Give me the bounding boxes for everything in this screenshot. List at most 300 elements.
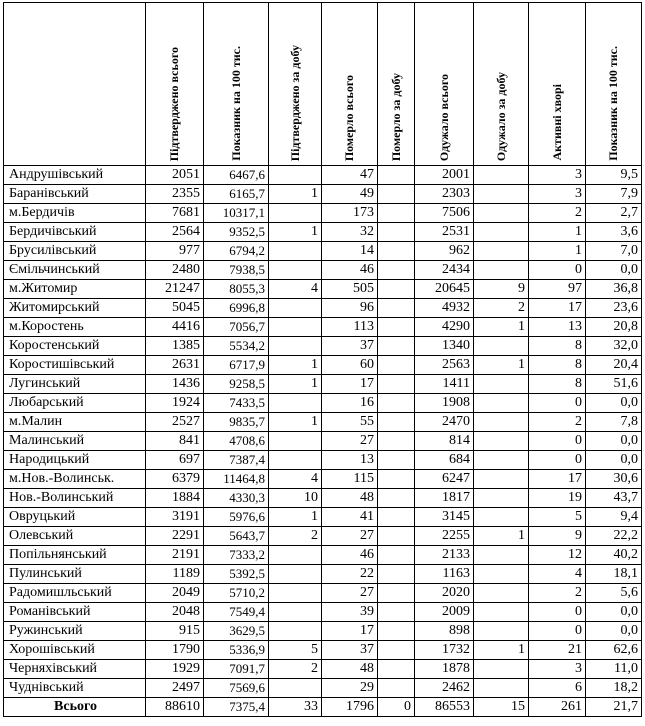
cell-rate-per-100k: 7091,7	[204, 660, 269, 679]
cell-deaths-daily	[378, 375, 415, 394]
cell-deaths-daily	[378, 508, 415, 527]
cell-district: Андрушівський	[4, 166, 146, 185]
cell-active: 8	[529, 375, 586, 394]
cell-recovered-total: 1411	[415, 375, 474, 394]
cell-deaths-daily	[378, 280, 415, 299]
cell-district: Хорошівський	[4, 641, 146, 660]
cell-active: 21	[529, 641, 586, 660]
cell-recovered-daily	[474, 261, 529, 280]
cell-recovered-daily	[474, 166, 529, 185]
cell-confirmed-daily	[269, 622, 322, 641]
cell-active-rate-per-100k: 20,4	[586, 356, 642, 375]
cell-recovered-daily	[474, 622, 529, 641]
cell-district: м.Малин	[4, 413, 146, 432]
cell-deaths-total: 37	[322, 641, 378, 660]
cell-active-rate-per-100k: 62,6	[586, 641, 642, 660]
table-body	[4, 166, 642, 717]
cell-recovered-total: 1340	[415, 337, 474, 356]
cell-rate-per-100k: 6996,8	[204, 299, 269, 318]
cell-active: 2	[529, 204, 586, 223]
cell-district: Радомишльський	[4, 584, 146, 603]
cell-recovered-daily: 15	[474, 698, 529, 717]
cell-deaths-daily	[378, 527, 415, 546]
cell-confirmed-total: 4416	[146, 318, 204, 337]
table-row	[4, 489, 642, 508]
table-row	[4, 451, 642, 470]
cell-confirmed-daily: 1	[269, 185, 322, 204]
cell-recovered-total: 2303	[415, 185, 474, 204]
cell-confirmed-daily: 1	[269, 223, 322, 242]
table-row	[4, 280, 642, 299]
cell-deaths-daily	[378, 223, 415, 242]
cell-rate-per-100k: 6467,6	[204, 166, 269, 185]
cell-active: 12	[529, 546, 586, 565]
cell-recovered-total: 86553	[415, 698, 474, 717]
cell-district: Ємільчинський	[4, 261, 146, 280]
cell-recovered-total: 2001	[415, 166, 474, 185]
cell-deaths-total: 173	[322, 204, 378, 223]
table-row	[4, 584, 642, 603]
cell-recovered-daily	[474, 223, 529, 242]
table-row	[4, 527, 642, 546]
cell-active: 3	[529, 185, 586, 204]
cell-active: 5	[529, 508, 586, 527]
cell-rate-per-100k: 5534,2	[204, 337, 269, 356]
cell-recovered-total: 4932	[415, 299, 474, 318]
cell-active: 0	[529, 261, 586, 280]
cell-active: 0	[529, 622, 586, 641]
cell-active-rate-per-100k: 7,8	[586, 413, 642, 432]
cell-confirmed-total: 1385	[146, 337, 204, 356]
cell-active: 1	[529, 223, 586, 242]
cell-district: Житомирський	[4, 299, 146, 318]
table-row	[4, 204, 642, 223]
cell-confirmed-total: 2631	[146, 356, 204, 375]
cell-confirmed-daily: 4	[269, 280, 322, 299]
cell-deaths-total: 37	[322, 337, 378, 356]
cell-recovered-total: 684	[415, 451, 474, 470]
cell-deaths-daily	[378, 603, 415, 622]
cell-confirmed-total: 6379	[146, 470, 204, 489]
cell-confirmed-daily: 1	[269, 508, 322, 527]
cell-confirmed-total: 2564	[146, 223, 204, 242]
cell-recovered-daily	[474, 508, 529, 527]
cell-deaths-total: 113	[322, 318, 378, 337]
cell-recovered-daily	[474, 660, 529, 679]
cell-active: 2	[529, 413, 586, 432]
table-row	[4, 660, 642, 679]
cell-deaths-total: 41	[322, 508, 378, 527]
cell-recovered-total: 2470	[415, 413, 474, 432]
cell-active-rate-per-100k: 51,6	[586, 375, 642, 394]
header-recovered-total: Одужало всього	[415, 3, 474, 166]
cell-active: 1	[529, 242, 586, 261]
cell-confirmed-total: 2527	[146, 413, 204, 432]
cell-active-rate-per-100k: 18,2	[586, 679, 642, 698]
total-row	[4, 698, 642, 717]
cell-active-rate-per-100k: 0,0	[586, 394, 642, 413]
cell-recovered-total: 1732	[415, 641, 474, 660]
cell-recovered-daily	[474, 565, 529, 584]
cell-deaths-daily	[378, 489, 415, 508]
cell-deaths-total: 48	[322, 489, 378, 508]
cell-recovered-daily	[474, 185, 529, 204]
cell-rate-per-100k: 9835,7	[204, 413, 269, 432]
cell-recovered-daily	[474, 432, 529, 451]
table-row	[4, 394, 642, 413]
cell-rate-per-100k: 11464,8	[204, 470, 269, 489]
cell-recovered-daily	[474, 242, 529, 261]
cell-confirmed-total: 3191	[146, 508, 204, 527]
cell-recovered-total: 2462	[415, 679, 474, 698]
cell-deaths-total: 47	[322, 166, 378, 185]
table-row	[4, 622, 642, 641]
cell-confirmed-daily: 1	[269, 413, 322, 432]
cell-deaths-total: 46	[322, 546, 378, 565]
cell-district: Пулинський	[4, 565, 146, 584]
cell-rate-per-100k: 7056,7	[204, 318, 269, 337]
cell-district: Коростишівський	[4, 356, 146, 375]
cell-deaths-total: 13	[322, 451, 378, 470]
cell-active-rate-per-100k: 36,8	[586, 280, 642, 299]
cell-rate-per-100k: 9352,5	[204, 223, 269, 242]
cell-deaths-total: 60	[322, 356, 378, 375]
cell-active-rate-per-100k: 32,0	[586, 337, 642, 356]
cell-deaths-total: 27	[322, 432, 378, 451]
cell-recovered-total: 2020	[415, 584, 474, 603]
table-row	[4, 432, 642, 451]
cell-deaths-total: 505	[322, 280, 378, 299]
cell-deaths-daily	[378, 451, 415, 470]
cell-recovered-total: 2434	[415, 261, 474, 280]
table-row	[4, 565, 642, 584]
cell-rate-per-100k: 10317,1	[204, 204, 269, 223]
cell-district: м.Житомир	[4, 280, 146, 299]
cell-recovered-total: 2531	[415, 223, 474, 242]
cell-deaths-daily	[378, 394, 415, 413]
cell-confirmed-daily: 1	[269, 375, 322, 394]
cell-confirmed-total: 2051	[146, 166, 204, 185]
cell-deaths-total: 115	[322, 470, 378, 489]
cell-confirmed-daily: 5	[269, 641, 322, 660]
cell-recovered-total: 20645	[415, 280, 474, 299]
cell-recovered-daily	[474, 375, 529, 394]
cell-recovered-total: 2563	[415, 356, 474, 375]
cell-deaths-daily	[378, 261, 415, 280]
cell-active-rate-per-100k: 0,0	[586, 622, 642, 641]
cell-deaths-daily	[378, 622, 415, 641]
cell-deaths-total: 27	[322, 584, 378, 603]
cell-deaths-daily	[378, 356, 415, 375]
cell-rate-per-100k: 7333,2	[204, 546, 269, 565]
cell-deaths-total: 1796	[322, 698, 378, 717]
table-row	[4, 166, 642, 185]
cell-rate-per-100k: 5336,9	[204, 641, 269, 660]
cell-district: Бердичівський	[4, 223, 146, 242]
cell-deaths-total: 32	[322, 223, 378, 242]
table-row	[4, 242, 642, 261]
cell-active: 3	[529, 660, 586, 679]
cell-rate-per-100k: 5643,7	[204, 527, 269, 546]
cell-active: 4	[529, 565, 586, 584]
cell-confirmed-total: 2480	[146, 261, 204, 280]
cell-active-rate-per-100k: 7,9	[586, 185, 642, 204]
cell-active-rate-per-100k: 23,6	[586, 299, 642, 318]
cell-deaths-daily	[378, 413, 415, 432]
cell-recovered-daily	[474, 546, 529, 565]
cell-rate-per-100k: 7375,4	[204, 698, 269, 717]
cell-deaths-total: 48	[322, 660, 378, 679]
cell-deaths-total: 17	[322, 375, 378, 394]
cell-deaths-daily	[378, 565, 415, 584]
cell-confirmed-total: 21247	[146, 280, 204, 299]
table-row	[4, 261, 642, 280]
cell-recovered-daily: 1	[474, 318, 529, 337]
cell-deaths-total: 22	[322, 565, 378, 584]
cell-active: 8	[529, 337, 586, 356]
cell-deaths-total: 17	[322, 622, 378, 641]
table-row	[4, 318, 642, 337]
cell-confirmed-daily	[269, 679, 322, 698]
header-confirmed-daily: Підтверджено за добу	[269, 3, 322, 166]
cell-active: 13	[529, 318, 586, 337]
cell-recovered-total: 898	[415, 622, 474, 641]
cell-active-rate-per-100k: 43,7	[586, 489, 642, 508]
cell-confirmed-daily	[269, 565, 322, 584]
cell-recovered-daily	[474, 413, 529, 432]
cell-recovered-daily: 1	[474, 527, 529, 546]
cell-confirmed-daily	[269, 242, 322, 261]
cell-confirmed-total: 1790	[146, 641, 204, 660]
cell-confirmed-total: 1884	[146, 489, 204, 508]
cell-deaths-daily	[378, 470, 415, 489]
cell-confirmed-daily	[269, 603, 322, 622]
cell-active-rate-per-100k: 9,4	[586, 508, 642, 527]
cell-confirmed-total: 841	[146, 432, 204, 451]
cell-confirmed-daily	[269, 204, 322, 223]
header-recovered-daily: Одужало за добу	[474, 3, 529, 166]
cell-deaths-daily	[378, 242, 415, 261]
cell-rate-per-100k: 4330,3	[204, 489, 269, 508]
cell-active: 6	[529, 679, 586, 698]
cell-confirmed-daily	[269, 451, 322, 470]
cell-recovered-daily	[474, 603, 529, 622]
cell-active-rate-per-100k: 20,8	[586, 318, 642, 337]
cell-recovered-total: 7506	[415, 204, 474, 223]
table-row	[4, 337, 642, 356]
table-row	[4, 375, 642, 394]
cell-recovered-total: 1878	[415, 660, 474, 679]
table-row	[4, 603, 642, 622]
cell-confirmed-total: 2497	[146, 679, 204, 698]
cell-rate-per-100k: 5710,2	[204, 584, 269, 603]
cell-active: 19	[529, 489, 586, 508]
cell-rate-per-100k: 7433,5	[204, 394, 269, 413]
header-active-rate-per-100k: Показник на 100 тис.	[586, 3, 642, 166]
cell-active: 2	[529, 584, 586, 603]
cell-confirmed-daily: 33	[269, 698, 322, 717]
table-row	[4, 356, 642, 375]
cell-deaths-daily	[378, 337, 415, 356]
cell-recovered-daily	[474, 470, 529, 489]
cell-rate-per-100k: 7549,4	[204, 603, 269, 622]
cell-district: м.Коростень	[4, 318, 146, 337]
cell-recovered-daily	[474, 679, 529, 698]
cell-deaths-daily	[378, 204, 415, 223]
cell-confirmed-total: 2048	[146, 603, 204, 622]
cell-rate-per-100k: 6717,9	[204, 356, 269, 375]
cell-confirmed-daily	[269, 394, 322, 413]
cell-confirmed-total: 2291	[146, 527, 204, 546]
cell-rate-per-100k: 7938,5	[204, 261, 269, 280]
cell-confirmed-daily	[269, 261, 322, 280]
table-row	[4, 508, 642, 527]
cell-active: 261	[529, 698, 586, 717]
cell-district: Всього	[4, 698, 146, 717]
cell-district: Чуднівський	[4, 679, 146, 698]
header-district	[4, 3, 146, 166]
cell-district: м.Нов.-Волинськ.	[4, 470, 146, 489]
covid-stats-table	[3, 2, 642, 717]
cell-deaths-total: 46	[322, 261, 378, 280]
table-row	[4, 413, 642, 432]
cell-rate-per-100k: 7387,4	[204, 451, 269, 470]
cell-deaths-daily	[378, 318, 415, 337]
cell-confirmed-daily	[269, 432, 322, 451]
cell-district: Романівський	[4, 603, 146, 622]
header-active: Активні хворі	[529, 3, 586, 166]
cell-confirmed-daily	[269, 584, 322, 603]
table-row	[4, 470, 642, 489]
cell-district: Лугинський	[4, 375, 146, 394]
cell-district: Попільнянський	[4, 546, 146, 565]
table-row	[4, 185, 642, 204]
cell-active-rate-per-100k: 11,0	[586, 660, 642, 679]
cell-rate-per-100k: 6794,2	[204, 242, 269, 261]
cell-recovered-total: 814	[415, 432, 474, 451]
cell-deaths-total: 29	[322, 679, 378, 698]
cell-active: 0	[529, 603, 586, 622]
cell-confirmed-daily: 10	[269, 489, 322, 508]
cell-confirmed-total: 1924	[146, 394, 204, 413]
cell-district: Коростенський	[4, 337, 146, 356]
cell-recovered-daily	[474, 394, 529, 413]
table-row	[4, 546, 642, 565]
cell-deaths-total: 96	[322, 299, 378, 318]
header-deaths-daily: Померло за добу	[378, 3, 415, 166]
cell-confirmed-total: 977	[146, 242, 204, 261]
cell-active: 17	[529, 470, 586, 489]
cell-active-rate-per-100k: 5,6	[586, 584, 642, 603]
cell-deaths-daily	[378, 432, 415, 451]
cell-confirmed-daily: 2	[269, 660, 322, 679]
cell-recovered-daily	[474, 204, 529, 223]
cell-recovered-total: 1908	[415, 394, 474, 413]
cell-recovered-total: 1163	[415, 565, 474, 584]
cell-rate-per-100k: 3629,5	[204, 622, 269, 641]
cell-rate-per-100k: 5976,6	[204, 508, 269, 527]
cell-recovered-daily	[474, 337, 529, 356]
table-row	[4, 299, 642, 318]
cell-confirmed-daily	[269, 166, 322, 185]
cell-deaths-total: 27	[322, 527, 378, 546]
cell-deaths-daily	[378, 679, 415, 698]
cell-confirmed-total: 1189	[146, 565, 204, 584]
cell-deaths-daily	[378, 546, 415, 565]
cell-active: 0	[529, 394, 586, 413]
cell-deaths-total: 16	[322, 394, 378, 413]
cell-confirmed-daily: 4	[269, 470, 322, 489]
cell-active-rate-per-100k: 40,2	[586, 546, 642, 565]
header-confirmed-total: Підтверджено всього	[146, 3, 204, 166]
cell-active-rate-per-100k: 18,1	[586, 565, 642, 584]
cell-rate-per-100k: 7569,6	[204, 679, 269, 698]
cell-active-rate-per-100k: 0,0	[586, 603, 642, 622]
cell-confirmed-total: 915	[146, 622, 204, 641]
cell-deaths-daily	[378, 185, 415, 204]
cell-recovered-daily: 1	[474, 356, 529, 375]
cell-active-rate-per-100k: 30,6	[586, 470, 642, 489]
cell-district: Овруцький	[4, 508, 146, 527]
cell-recovered-total: 6247	[415, 470, 474, 489]
cell-active-rate-per-100k: 0,0	[586, 451, 642, 470]
cell-confirmed-daily	[269, 546, 322, 565]
cell-district: Олевський	[4, 527, 146, 546]
cell-district: Любарський	[4, 394, 146, 413]
cell-active-rate-per-100k: 22,2	[586, 527, 642, 546]
cell-recovered-daily: 9	[474, 280, 529, 299]
cell-rate-per-100k: 9258,5	[204, 375, 269, 394]
header-deaths-total: Померло всього	[322, 3, 378, 166]
cell-deaths-daily	[378, 584, 415, 603]
cell-confirmed-total: 2191	[146, 546, 204, 565]
cell-recovered-total: 3145	[415, 508, 474, 527]
cell-active-rate-per-100k: 21,7	[586, 698, 642, 717]
cell-recovered-total: 2133	[415, 546, 474, 565]
cell-rate-per-100k: 8055,3	[204, 280, 269, 299]
cell-recovered-total: 2255	[415, 527, 474, 546]
cell-active: 97	[529, 280, 586, 299]
cell-deaths-total: 39	[322, 603, 378, 622]
cell-recovered-daily	[474, 489, 529, 508]
cell-active: 9	[529, 527, 586, 546]
cell-recovered-total: 1817	[415, 489, 474, 508]
cell-rate-per-100k: 4708,6	[204, 432, 269, 451]
cell-confirmed-daily	[269, 318, 322, 337]
cell-active-rate-per-100k: 7,0	[586, 242, 642, 261]
cell-active: 0	[529, 432, 586, 451]
table-container	[3, 2, 642, 717]
cell-district: Нов.-Волинський	[4, 489, 146, 508]
cell-district: Баранівський	[4, 185, 146, 204]
cell-confirmed-total: 2355	[146, 185, 204, 204]
cell-deaths-daily: 0	[378, 698, 415, 717]
cell-active: 0	[529, 451, 586, 470]
cell-confirmed-daily: 1	[269, 356, 322, 375]
cell-recovered-daily	[474, 584, 529, 603]
cell-recovered-total: 2009	[415, 603, 474, 622]
cell-confirmed-daily: 2	[269, 527, 322, 546]
table-row	[4, 679, 642, 698]
cell-deaths-total: 55	[322, 413, 378, 432]
cell-district: Брусилівський	[4, 242, 146, 261]
header-rate-per-100k: Показник на 100 тис.	[204, 3, 269, 166]
cell-confirmed-total: 2049	[146, 584, 204, 603]
cell-district: Ружинський	[4, 622, 146, 641]
cell-active: 8	[529, 356, 586, 375]
cell-active-rate-per-100k: 0,0	[586, 432, 642, 451]
cell-district: м.Бердичів	[4, 204, 146, 223]
